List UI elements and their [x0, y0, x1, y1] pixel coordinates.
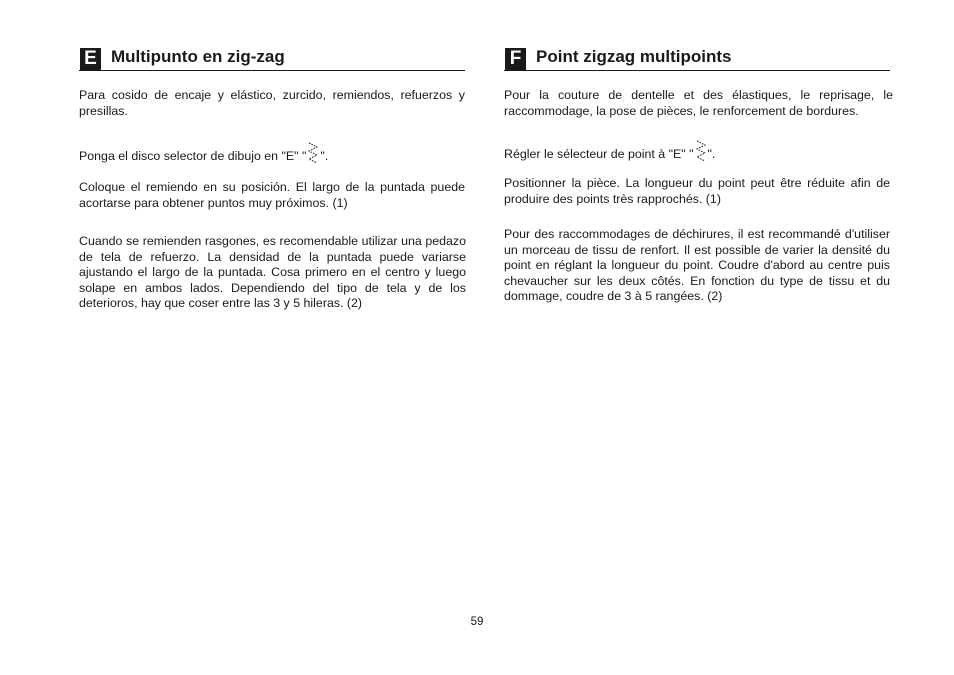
- french-title: Point zigzag multipoints: [536, 47, 732, 66]
- spanish-heading: [79, 46, 465, 71]
- spanish-paragraph-4: Cuando se remienden rasgones, es recomendable utilizar una pedazo de tela de refuerzo. La densidad de la puntada puede variarse ajustando el largo de la puntada. Cosa primero en el centro y luego solape en ambos lados. Dependiendo del tipo de tela y de los deterioros, hay que coser entre las 3 y 5 hileras. (2): [79, 234, 466, 311]
- french-paragraph-1: Pour la couture de dentelle et des élastiques, le reprisage, le raccommodage, la pose de pièces, le renforcement de bordures.: [504, 88, 893, 118]
- multi-zigzag-stitch-icon: [695, 140, 707, 164]
- french-p2-text-after: ".: [707, 147, 716, 161]
- french-paragraph-4: Pour des raccommodages de déchirures, il est recommandé d'utiliser un morceau de tissu de renfort. Il est possible de varier la densité du point en réglant la longueur du point. Coudre d'abord au centre puis chevaucher sur les deux côtés. En fonction du type de tissu et du dommage, coudre de 3 à 5 rangées. (2): [504, 227, 890, 304]
- spanish-p2-text-after: ".: [320, 149, 329, 163]
- page-number: 59: [470, 616, 484, 628]
- french-section: [504, 46, 893, 304]
- french-paragraph-2: [504, 140, 890, 164]
- language-badge-f: F: [505, 48, 526, 70]
- spanish-paragraph-2: [79, 142, 465, 166]
- language-badge-e: E: [80, 48, 101, 70]
- spanish-paragraph-3: Coloque el remiendo en su posición. El largo de la puntada puede acortarse para obtener puntos muy próximos. (1): [79, 180, 465, 210]
- spanish-p2-text-before: Ponga el disco selector de dibujo en "E" ": [79, 149, 307, 163]
- spanish-section: [79, 46, 466, 311]
- french-heading: [504, 46, 890, 71]
- multi-zigzag-stitch-icon: [307, 142, 319, 166]
- spanish-title: Multipunto en zig-zag: [111, 47, 285, 66]
- french-paragraph-3: Positionner la pièce. La longueur du point peut être réduite afin de produire des points très rapprochés. (1): [504, 176, 890, 206]
- french-p2-text-before: Régler le sélecteur de point à "E" ": [504, 147, 694, 161]
- spanish-paragraph-1: Para cosido de encaje y elástico, zurcido, remiendos, refuerzos y presillas.: [79, 88, 465, 118]
